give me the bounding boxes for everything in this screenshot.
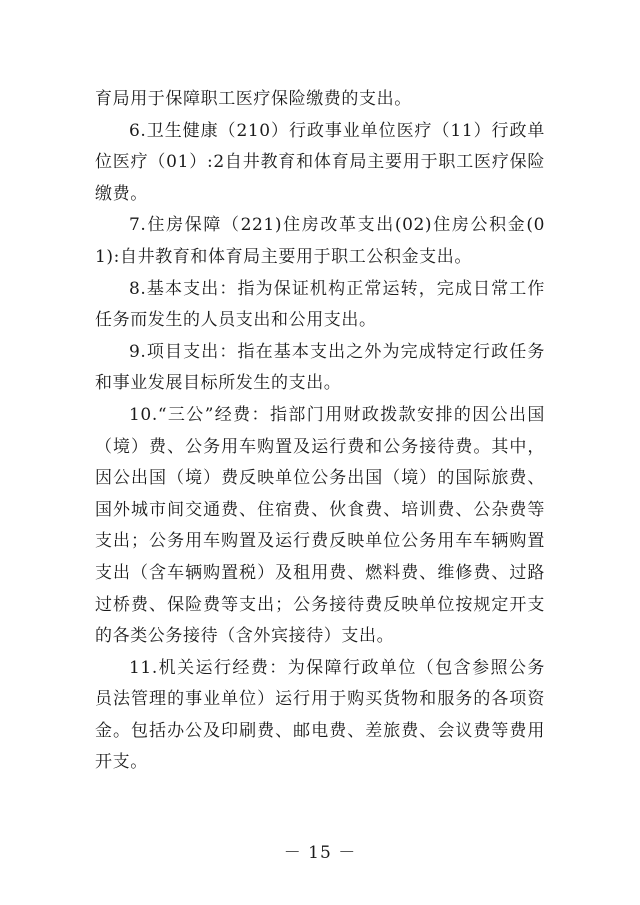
paragraph-continuation: 育局用于保障职工医疗保险缴费的支出。 (95, 89, 412, 109)
body-text (95, 84, 545, 779)
paragraph-item-9: 9.项目支出：指在基本支出之外为完成特定行政任务和事业发展目标所发生的支出。 (95, 341, 545, 394)
page-number: － 15 － (283, 843, 357, 863)
paragraph-item-7: 7.住房保障（221)住房改革支出(02)住房公积金(01):自井教育和体育局主要用于职工公积金支出。 (95, 215, 545, 267)
paragraph-item-10: 10.“三公”经费：指部门用财政拨款安排的因公出国（境）费、公务用车购置及运行费和公务接待费。其中，因公出国（境）费反映单位公务出国（境）的国际旅费、国外城市间交通费、住宿费、伙食费、培训费、公杂费等支出；公务用车购置及运行费反映单位公务用车车辆购置支出（含车辆购置税）及租用费、燃料费、维修费、过路过桥费、保险费等支出；公务接待费反映单位按规定开支的各类公务接待（含外宾接待）支出。 (95, 404, 545, 647)
paragraph-item-8: 8.基本支出：指为保证机构正常运转，完成日常工作任务而发生的人员支出和公用支出。 (95, 278, 545, 331)
paragraph-item-11: 11.机关运行经费：为保障行政单位（包含参照公务员法管理的事业单位）运行用于购买货物和服务的各项资金。包括办公及印刷费、邮电费、差旅费、会议费等费用开支。 (95, 657, 545, 773)
paragraph-item-6: 6.卫生健康（210）行政事业单位医疗（11）行政单位医疗（01）:2自井教育和体育局主要用于职工医疗保险缴费。 (95, 120, 545, 204)
